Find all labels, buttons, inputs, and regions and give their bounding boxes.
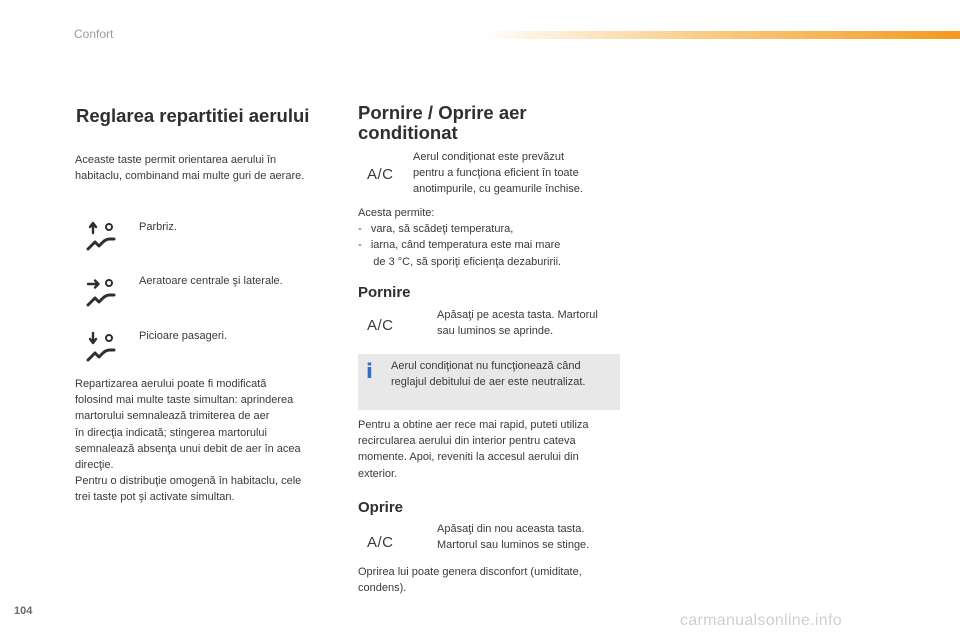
watermark: carmanualsonline.info [680, 612, 842, 629]
left-intro: Aceaste taste permit orientarea aerului în habitaclu, combinand mai multe guri de aerare. [75, 154, 305, 183]
ac-button-label-off: A/C [367, 534, 394, 551]
oprire-heading: Oprire [358, 499, 404, 516]
ac-button-label-on: A/C [367, 317, 394, 334]
ac-description: Aerul condiţionat este prevăzut pentru a funcţiona eficient în toate anotimpurile, cu geamurile închise. [413, 151, 583, 196]
mode-label-face-vents: Aeratoare centrale şi laterale. [139, 275, 283, 287]
pornire-step: Apăsaţi pe acesta tasta. Martorul sau luminos se aprinde. [437, 309, 598, 338]
ac-button-label: A/C [367, 166, 394, 183]
ac-allows-list: Acesta permite: - vara, să scădeţi temperatura, - iarna, când temperatura este mai mare de 3 °C, să sporiţi eficienţa dezaburirii. [358, 207, 562, 268]
mode-label-windscreen: Parbriz. [139, 221, 177, 233]
page-number: 104 [14, 605, 33, 617]
mode-label-footwell: Picioare pasageri. [139, 330, 228, 342]
windscreen-airflow-icon [84, 219, 120, 253]
info-icon: i [366, 359, 373, 383]
oprire-step: Apăsaţi din nou aceasta tasta. Martorul sau luminos se stinge. [437, 523, 590, 552]
footwell-airflow-icon [84, 330, 120, 364]
oprire-note: Oprirea lui poate genera disconfort (umiditate, condens). [358, 566, 582, 595]
left-title: Reglarea repartitiei aerului [76, 105, 310, 126]
info-note-text: Aerul condiţionat nu funcţionează când reglajul debitului de aer este neutralizat. [391, 360, 586, 389]
section-label: Confort [74, 27, 114, 41]
cold-air-tip: Pentru a obtine aer rece mai rapid, puteti utiliza recircularea aerului din interior pentru cateva momente. Apoi, reveniti la accesul aerului din exterior. [358, 419, 589, 480]
left-body: Repartizarea aerului poate fi modificată folosind mai multe taste simultan: aprinderea martorului semnalează trimiterea de aer în direcţia indicată; stingerea martorului semnalează absenţa unui debit de aer în acea direcţie. Pentru o distribuţie omogenă în habitaclu, cele trei taste pot şi activate simultan. [75, 378, 302, 504]
right-title: Pornire / Oprire aer conditionat [358, 102, 527, 143]
pornire-heading: Pornire [358, 284, 411, 301]
header-accent-bar [480, 31, 960, 39]
face-vents-airflow-icon [84, 275, 120, 309]
